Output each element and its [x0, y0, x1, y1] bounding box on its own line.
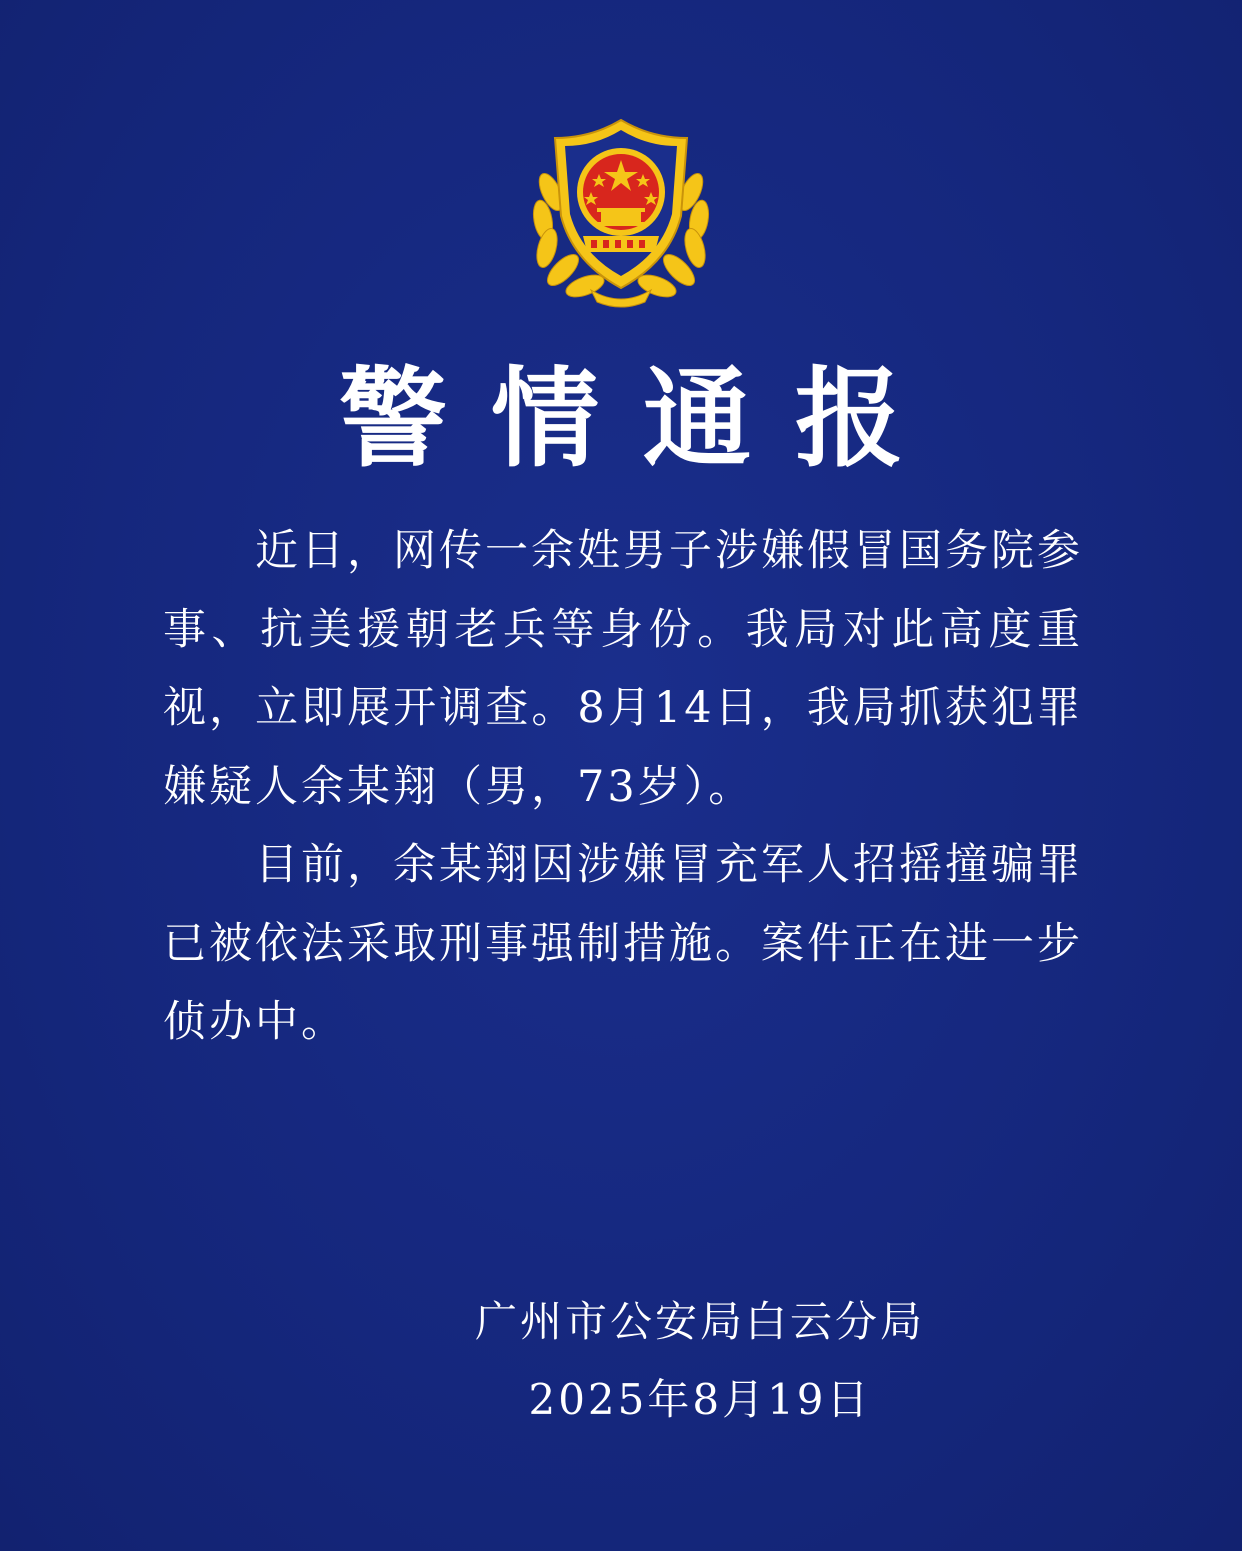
- notice-paragraph: 目前，余某翔因涉嫌冒充军人招摇撞骗罪已被依法采取刑事强制措施。案件正在进一步侦办中。: [163, 840, 1083, 1047]
- notice-title: 警情通报: [338, 356, 947, 482]
- issuer-name: 广州市公安局白云分局: [474, 1297, 925, 1346]
- notice-paragraph: 近日，网传一余姓男子涉嫌假冒国务院参事、抗美援朝老兵等身份。我局对此高度重视，立即展开调查。8月14日，我局抓获犯罪嫌疑人余某翔（男，73岁）。: [163, 526, 1083, 812]
- police-emblem-icon: [521, 112, 721, 312]
- signature-block: [440, 1283, 960, 1439]
- notice-body: [163, 512, 1083, 1062]
- issue-date: 2025年8月19日: [528, 1375, 872, 1424]
